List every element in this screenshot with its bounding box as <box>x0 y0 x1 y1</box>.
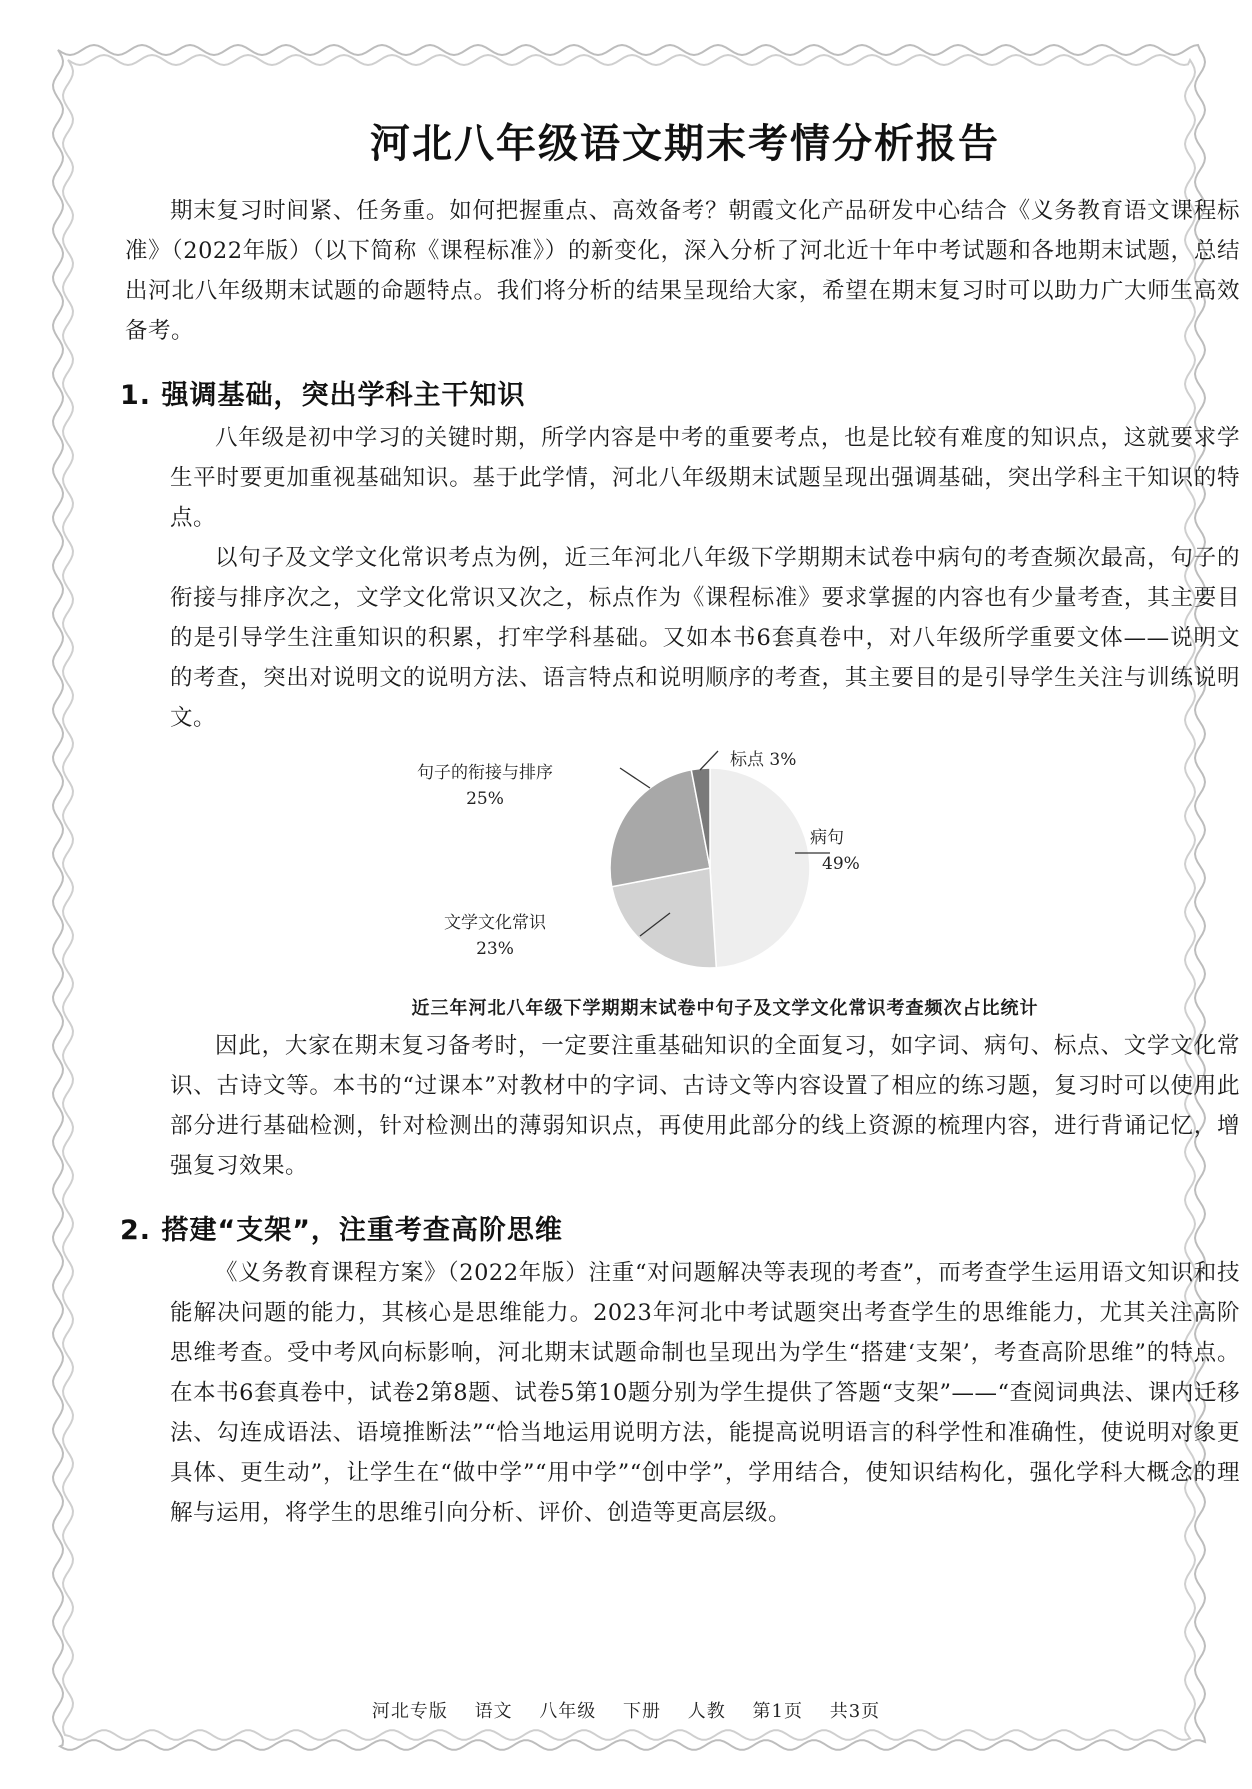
section-1-body <box>130 418 1240 1186</box>
pie-leader-line-3 <box>700 751 718 770</box>
section-2-paragraph-1: 《义务教育课程方案》（2022年版）注重“对问题解决等表现的考查”，而考查学生运用语文知识和技能解决问题的能力，其核心是思维能力。2023年河北中考试题突出考查学生的思维能力，尤其关注高阶思维考查。受中考风向标影响，河北期末试题命制也呈现出为学生“搭建‘支架’，考查高阶思维”的特点。在本书6套真卷中，试卷2第8题、试卷5第10题分别为学生提供了答题“支架”——“查阅词典法、课内迁移法、勾连成语法、语境推断法”“恰当地运用说明方法，能提高说明语言的科学性和准确性，使说明对象更具体、更生动”，让学生在“做中学”“用中学”“创中学”，学用结合，使知识结构化，强化学科大概念的理解与运用，将学生的思维引向分析、评价、创造等更高层级。 <box>170 1260 1240 1526</box>
pie-chart-svg <box>170 748 1240 988</box>
section-1-paragraph-1: 八年级是初中学习的关键时期，所学内容是中考的重要考点，也是比较有难度的知识点，这就要求学生平时要更加重视基础知识。基于此学情，河北八年级期末试题呈现出强调基础，突出学科主干知识的特点。 <box>170 425 1240 531</box>
pie-label-2: 句子的衔接与排序 <box>417 763 553 783</box>
page-footer <box>0 1697 1252 1723</box>
pie-value-2: 25% <box>466 789 504 809</box>
pie-chart <box>170 748 1252 988</box>
footer-volume: 下册 <box>623 1701 662 1722</box>
pie-slice-0 <box>710 768 810 968</box>
footer-subject: 语文 <box>474 1701 513 1722</box>
pie-label-1: 文学文化常识 <box>444 913 546 933</box>
intro-paragraph: 期末复习时间紧、任务重。如何把握重点、高效备考？朝霞文化产品研发中心结合《义务教育语文课程标准》（2022年版）（以下简称《课程标准》）的新变化，深入分析了河北近十年中考试题和各地期末试题，总结出河北八年级期末试题的命题特点。我们将分析的结果呈现给大家，希望在期末复习时可以助力广大师生高效备考。 <box>125 198 1240 344</box>
footer-publisher: 人教 <box>687 1701 726 1722</box>
footer-page: 第1页 <box>752 1701 803 1722</box>
chart-caption: 近三年河北八年级下学期期末试卷中句子及文学文化常识考查频次占比统计 <box>411 998 1039 1019</box>
section-1-paragraph-3: 因此，大家在期末复习备考时，一定要注重基础知识的全面复习，如字词、病句、标点、文学文化常识、古诗文等。本书的“过课本”对教材中的字词、古诗文等内容设置了相应的练习题，复习时可以使用此部分进行基础检测，针对检测出的薄弱知识点，再使用此部分的线上资源的梳理内容，进行背诵记忆，增强复习效果。 <box>170 1033 1240 1179</box>
footer-total: 共3页 <box>829 1701 881 1722</box>
page-title: 河北八年级语文期末考情分析报告 <box>370 121 1000 167</box>
section-2-body <box>130 1253 1240 1533</box>
pie-value-1: 23% <box>476 939 514 959</box>
pie-value-0: 49% <box>822 854 860 874</box>
pie-leader-line-2 <box>620 768 650 788</box>
section-1-heading: 1. 强调基础，突出学科主干知识 <box>120 380 526 411</box>
section-1-paragraph-2: 以句子及文学文化常识考点为例，近三年河北八年级下学期期末试卷中病句的考查频次最高，句子的衔接与排序次之，文学文化常识又次之，标点作为《课程标准》要求掌握的内容也有少量考查，其主要目的是引导学生注重知识的积累，打牢学科基础。又如本书6套真卷中，对八年级所学重要文体——说明文的考查，突出对说明文的说明方法、语言特点和说明顺序的考查，其主要目的是引导学生关注与训练说明文。 <box>170 545 1240 731</box>
section-2-heading: 2. 搭建“支架”，注重考查高阶思维 <box>120 1215 563 1246</box>
page-content <box>120 100 1240 1533</box>
footer-grade: 八年级 <box>539 1701 597 1722</box>
footer-edition: 河北专版 <box>371 1701 448 1722</box>
pie-label-0: 病句 <box>810 828 844 848</box>
pie-label-3: 标点 3% <box>730 750 797 770</box>
